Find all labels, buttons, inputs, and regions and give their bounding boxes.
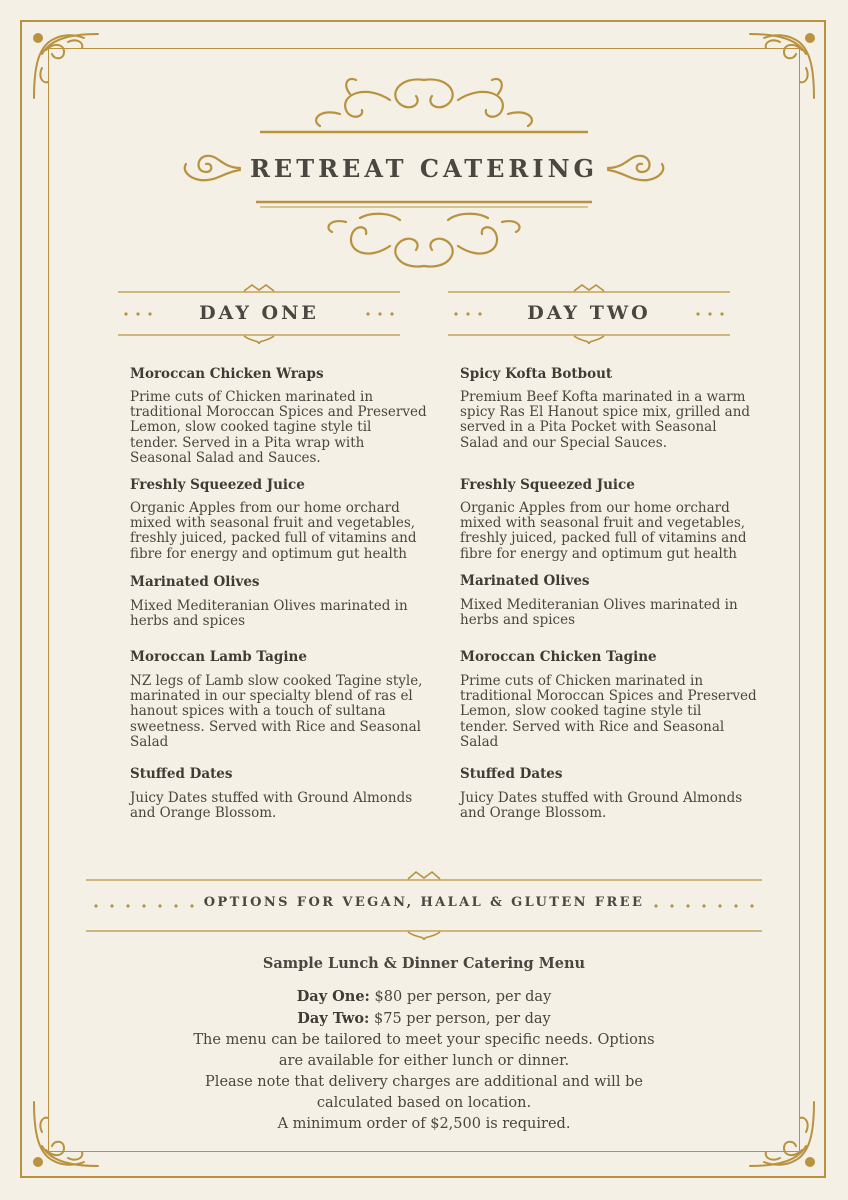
item-name: Marinated Olives bbox=[460, 573, 590, 589]
item-description: NZ legs of Lamb slow cooked Tagine style, marinated in our specialty blend of ras el hanout spices with a touch of sultana sweetness. Served with Rice and Seasonal Salad bbox=[130, 673, 423, 750]
footer-line: calculated based on location. bbox=[316, 1095, 532, 1111]
item-name: Moroccan Chicken Wraps bbox=[130, 366, 324, 382]
item-name: Stuffed Dates bbox=[460, 766, 563, 782]
footer-line: The menu can be tailored to meet your specific needs. Options bbox=[193, 1032, 655, 1048]
title-ornament-bottom-icon bbox=[250, 198, 598, 274]
item-name: Freshly Squeezed Juice bbox=[460, 477, 635, 493]
item-name: Moroccan Lamb Tagine bbox=[130, 649, 307, 665]
item-description: Prime cuts of Chicken marinated in traditional Moroccan Spices and Preserved Lemon, slow cooked tagine style til tender. Served in a Pita wrap with Seasonal Salad and Sauces. bbox=[130, 389, 427, 466]
item-description: Mixed Mediteranian Olives marinated in herbs and spices bbox=[130, 598, 408, 630]
day-one-heading: DAY ONE bbox=[199, 302, 319, 324]
item-description: Mixed Mediteranian Olives marinated in herbs and spices bbox=[460, 597, 738, 629]
item-description: Juicy Dates stuffed with Ground Almonds and Orange Blossom. bbox=[130, 790, 413, 822]
day-two-price: Day Two: $75 per person, per day bbox=[297, 1010, 551, 1027]
corner-flourish-icon bbox=[28, 1098, 102, 1172]
day-one-header bbox=[118, 282, 400, 346]
corner-flourish-icon bbox=[746, 28, 820, 102]
corner-flourish-icon bbox=[746, 1098, 820, 1172]
item-name: Spicy Kofta Botbout bbox=[460, 366, 613, 382]
page-title: RETREAT CATERING bbox=[249, 154, 599, 183]
item-description: Premium Beef Kofta marinated in a warm spicy Ras El Hanout spice mix, grilled and served in a Pita Pocket with Seasonal Salad and our Special Sauces. bbox=[460, 389, 751, 451]
corner-flourish-icon bbox=[28, 28, 102, 102]
footer-line: are available for either lunch or dinner. bbox=[278, 1053, 570, 1069]
menu-subtitle: Sample Lunch & Dinner Catering Menu bbox=[262, 955, 586, 972]
item-name: Moroccan Chicken Tagine bbox=[460, 649, 657, 665]
item-name: Marinated Olives bbox=[130, 574, 260, 590]
item-description: Prime cuts of Chicken marinated in traditional Moroccan Spices and Preserved Lemon, slow cooked tagine style til tender. Served with Rice and Seasonal Salad bbox=[460, 673, 757, 750]
day-one-price: Day One: $80 per person, per day bbox=[296, 988, 552, 1005]
footer-line: Please note that delivery charges are additional and will be bbox=[205, 1074, 643, 1090]
item-name: Stuffed Dates bbox=[130, 766, 233, 782]
swirl-right-icon bbox=[604, 150, 670, 186]
footer-line: A minimum order of $2,500 is required. bbox=[277, 1116, 571, 1132]
footer-info bbox=[150, 953, 698, 1135]
swirl-left-icon bbox=[178, 150, 244, 186]
item-name: Freshly Squeezed Juice bbox=[130, 477, 305, 493]
dietary-options-banner: OPTIONS FOR VEGAN, HALAL & GLUTEN FREE bbox=[203, 895, 645, 910]
day-two-heading: DAY TWO bbox=[527, 302, 651, 324]
item-description: Organic Apples from our home orchard mixed with seasonal fruit and vegetables, freshly juiced, packed full of vitamins and fibre for energy and optimum gut health bbox=[460, 500, 747, 562]
title-ornament-top-icon bbox=[250, 70, 598, 134]
day-two-header bbox=[448, 282, 730, 346]
item-description: Juicy Dates stuffed with Ground Almonds and Orange Blossom. bbox=[460, 790, 743, 822]
item-description: Organic Apples from our home orchard mixed with seasonal fruit and vegetables, freshly juiced, packed full of vitamins and fibre for energy and optimum gut health bbox=[130, 500, 417, 562]
